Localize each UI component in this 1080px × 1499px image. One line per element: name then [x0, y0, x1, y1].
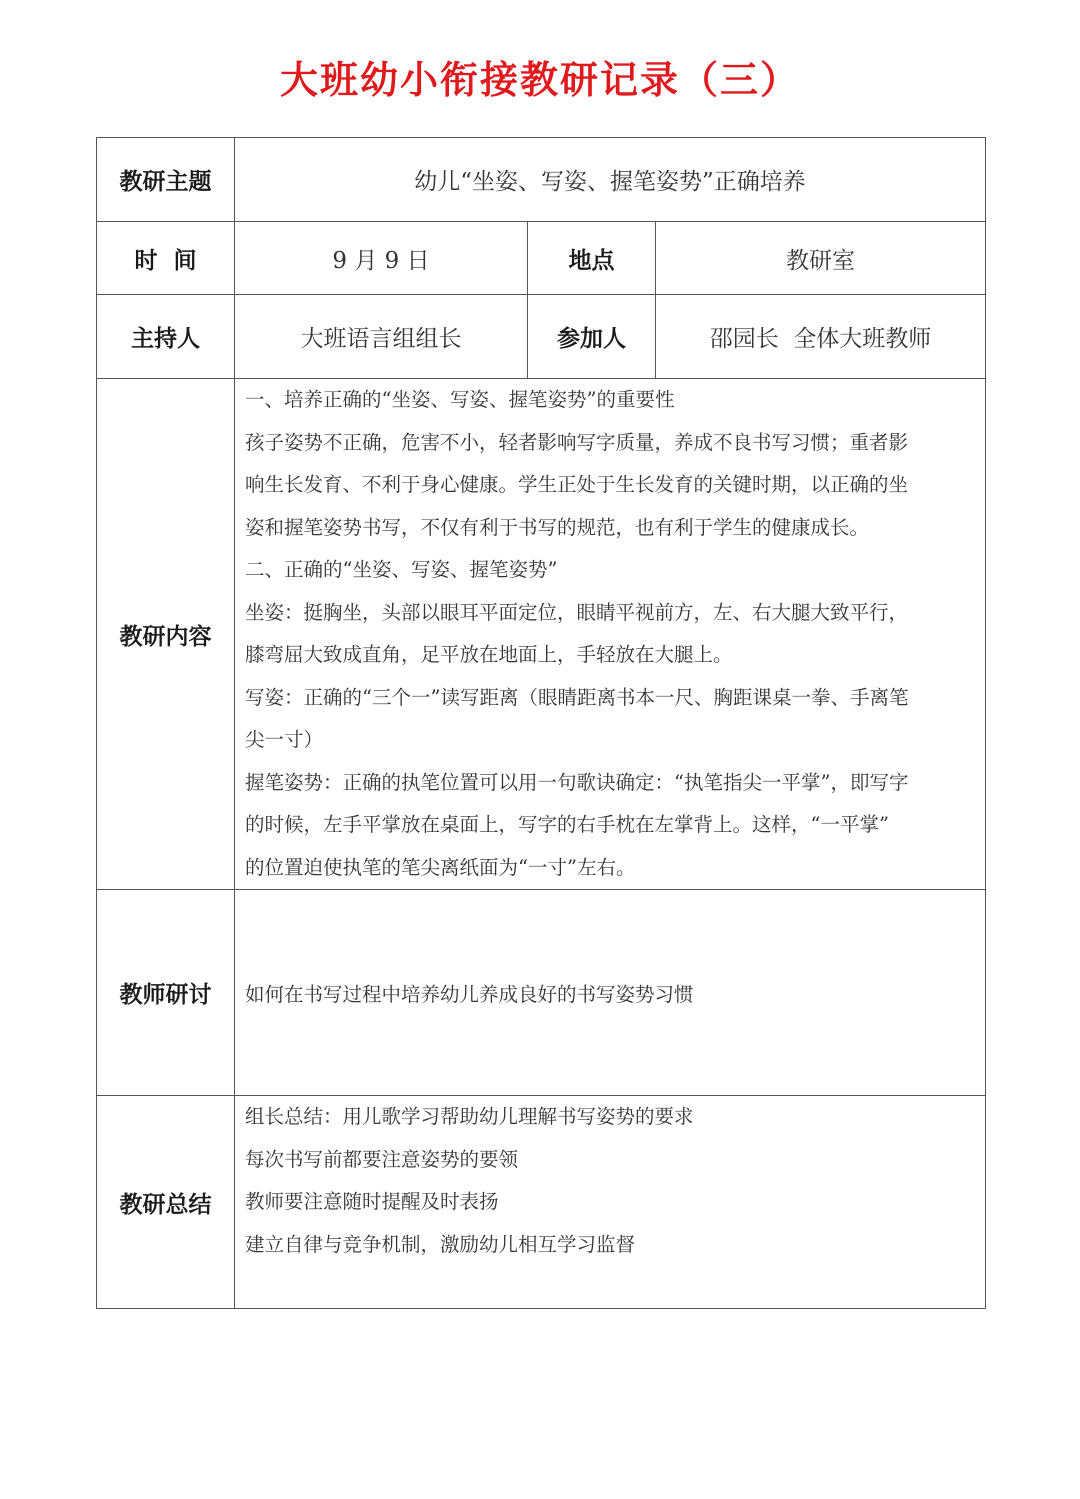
topic-label: 教研主题: [97, 138, 235, 222]
summary-line: 教师要注意随时提醒及时表扬: [245, 1190, 499, 1213]
content-line: 姿和握笔姿势书写，不仅有利于书写的规范，也有利于学生的健康成长。: [245, 515, 870, 539]
content-line: 坐姿：挺胸坐，头部以眼耳平面定位，眼睛平视前方，左、右大腿大致平行，: [245, 600, 909, 624]
summary-row: [97, 1096, 986, 1309]
topic-value: 幼儿“坐姿、写姿、握笔姿势”正确培养: [235, 138, 986, 222]
content-body: [235, 379, 986, 890]
summary-label: 教研总结: [97, 1096, 235, 1309]
time-place-row: [97, 222, 986, 295]
summary-line: 建立自律与竞争机制，激励幼儿相互学习监督: [245, 1232, 636, 1256]
content-line: 的位置迫使执笔的笔尖离纸面为“一寸”左右。: [245, 855, 636, 879]
time-label: 时 间: [97, 222, 235, 295]
content-label: 教研内容: [97, 379, 235, 890]
content-line: 尖一寸）: [245, 728, 324, 751]
summary-body: [235, 1096, 986, 1309]
summary-line: 组长总结：用儿歌学习帮助幼儿理解书写姿势的要求: [245, 1105, 694, 1128]
content-line: 二、正确的“坐姿、写姿、握笔姿势”: [245, 558, 558, 581]
discussion-label: 教师研讨: [97, 890, 235, 1096]
page-title: 大班幼小衔接教研记录（三）: [279, 58, 800, 102]
participants-label: 参加人: [528, 295, 656, 379]
content-line: 写姿：正确的“三个一”读写距离（眼睛距离书本一尺、胸距课桌一拳、手离笔: [245, 685, 909, 709]
host-participants-row: [97, 295, 986, 379]
content-line: 的时候，左手平掌放在桌面上，写字的右手枕在左掌背上。这样，“一平掌”: [245, 813, 889, 836]
host-label: 主持人: [97, 295, 235, 379]
content-row: [97, 379, 986, 890]
place-label: 地点: [528, 222, 656, 295]
discussion-text: 如何在书写过程中培养幼儿养成良好的书写姿势习惯: [245, 982, 694, 1006]
content-line: 孩子姿势不正确，危害不小，轻者影响写字质量，养成不良书写习惯；重者影: [245, 430, 909, 454]
place-value: 教研室: [656, 222, 986, 295]
content-line: 响生长发育、不利于身心健康。学生正处于生长发育的关键时期，以正确的坐: [245, 473, 909, 496]
content-line: 一、培养正确的“坐姿、写姿、握笔姿势”的重要性: [245, 388, 675, 411]
time-value: 9 月 9 日: [235, 222, 528, 295]
content-line: 膝弯屈大致成直角，足平放在地面上，手轻放在大腿上。: [245, 643, 733, 666]
discussion-body: [235, 890, 986, 1096]
host-value: 大班语言组组长: [235, 295, 528, 379]
content-line: 握笔姿势：正确的执笔位置可以用一句歌诀确定：“执笔指尖一平掌”，即写字: [245, 770, 909, 794]
research-record-table: [96, 137, 986, 1309]
topic-row: [97, 138, 986, 222]
summary-line: 每次书写前都要注意姿势的要领: [245, 1147, 519, 1171]
participants-value: 邵园长 全体大班教师: [656, 295, 986, 379]
discussion-row: [97, 890, 986, 1096]
